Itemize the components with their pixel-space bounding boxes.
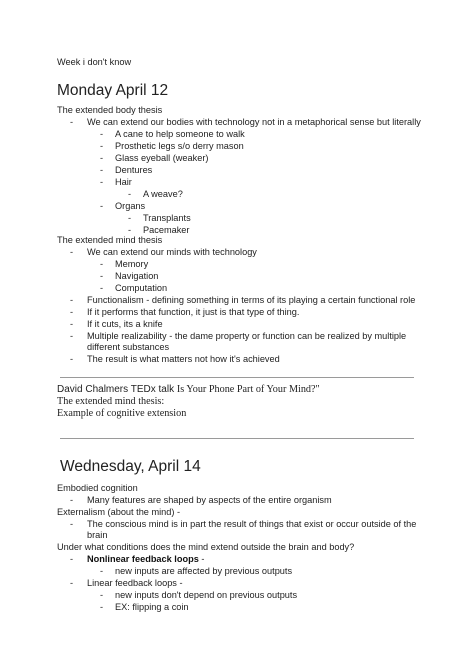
list-item: Transplants — [143, 213, 191, 223]
list-item: A weave? — [143, 189, 183, 199]
bullet-dash: - — [70, 295, 74, 305]
week-header: Week i don't know — [57, 57, 132, 67]
list-item: Functionalism - defining something in terms of its playing a certain functional role — [87, 295, 416, 305]
list-item: We can extend our bodies with technology not in a metaphorical sense but literally — [87, 117, 421, 127]
bullet-dash: - — [128, 213, 132, 223]
horizontal-rule — [60, 377, 414, 378]
bullet-dash: - — [100, 602, 104, 612]
bullet-dash: - — [128, 225, 132, 235]
bullet-dash: - — [100, 141, 104, 151]
list-item: Linear feedback loops - — [87, 578, 183, 588]
list-item — [87, 553, 204, 565]
bullet-dash: - — [70, 307, 74, 317]
bullet-dash: - — [70, 331, 74, 341]
nonlinear-label: Nonlinear feedback loops — [87, 554, 199, 564]
bullet-dash: - — [100, 201, 104, 211]
mind-thesis-label: The extended mind thesis — [57, 235, 163, 245]
bullet-dash: - — [100, 165, 104, 175]
list-item: Navigation — [115, 271, 159, 281]
list-item: Many features are shaped by aspects of the entire organism — [87, 495, 332, 505]
horizontal-rule — [60, 438, 414, 439]
bullet-dash: - — [100, 259, 104, 269]
wednesday-heading: Wednesday, April 14 — [60, 458, 201, 475]
list-item: Pacemaker — [143, 225, 190, 235]
bullet-dash: - — [70, 117, 74, 127]
bullet-dash: - — [70, 554, 74, 564]
bullet-dash: - — [100, 271, 104, 281]
bullet-dash: - — [70, 519, 74, 529]
bullet-dash: - — [100, 590, 104, 600]
list-item: Memory — [115, 259, 149, 269]
list-item: EX: flipping a coin — [115, 602, 189, 612]
list-item: The result is what matters not how it's achieved — [87, 354, 280, 364]
body-thesis-label: The extended body thesis — [57, 105, 163, 115]
list-item: Hair — [115, 177, 132, 187]
bullet-dash: - — [70, 319, 74, 329]
bullet-dash: - — [100, 177, 104, 187]
conditions-question: Under what conditions does the mind extend outside the brain and body? — [57, 542, 355, 552]
list-item-continuation: different substances — [87, 342, 170, 352]
bullet-dash: - — [70, 247, 74, 257]
chalmers-talk-line — [57, 384, 320, 395]
list-item: If it cuts, its a knife — [87, 319, 163, 329]
list-item: Multiple realizability - the dame property or function can be realized by multiple — [87, 331, 407, 341]
bullet-dash: - — [100, 153, 104, 163]
bullet-dash: - — [70, 578, 74, 588]
embodied-label: Embodied cognition — [57, 483, 138, 493]
bullet-dash: - — [70, 354, 74, 364]
list-item: new inputs don't depend on previous outputs — [115, 590, 298, 600]
chalmers-example-line: Example of cognitive extension — [57, 408, 187, 419]
chalmers-thesis-line: The extended mind thesis: — [57, 396, 165, 407]
list-item: Organs — [115, 201, 146, 211]
list-item: The conscious mind is in part the result of things that exist or occur outside of the — [87, 519, 417, 529]
list-item: A cane to help someone to walk — [115, 129, 245, 139]
bullet-dash: - — [70, 495, 74, 505]
bullet-dash: - — [128, 189, 132, 199]
chalmers-talk-label: David Chalmers TEDx talk — [57, 384, 177, 395]
chalmers-talk-title: Is Your Phone Part of Your Mind?" — [176, 384, 320, 395]
list-item: Prosthetic legs s/o derry mason — [115, 141, 244, 151]
list-item: If it performs that function, it just is that type of thing. — [87, 307, 300, 317]
list-item-continuation: brain — [87, 530, 108, 540]
bullet-dash: - — [100, 129, 104, 139]
list-item: new inputs are affected by previous outputs — [115, 566, 293, 576]
bullet-dash: - — [100, 283, 104, 293]
bullet-dash: - — [100, 566, 104, 576]
nonlinear-suffix: - — [198, 554, 205, 564]
list-item: We can extend our minds with technology — [87, 247, 257, 257]
list-item: Dentures — [115, 165, 153, 175]
externalism-label: Externalism (about the mind) - — [57, 507, 181, 517]
list-item: Glass eyeball (weaker) — [115, 153, 209, 163]
list-item: Computation — [115, 283, 168, 293]
monday-heading: Monday April 12 — [57, 82, 169, 99]
